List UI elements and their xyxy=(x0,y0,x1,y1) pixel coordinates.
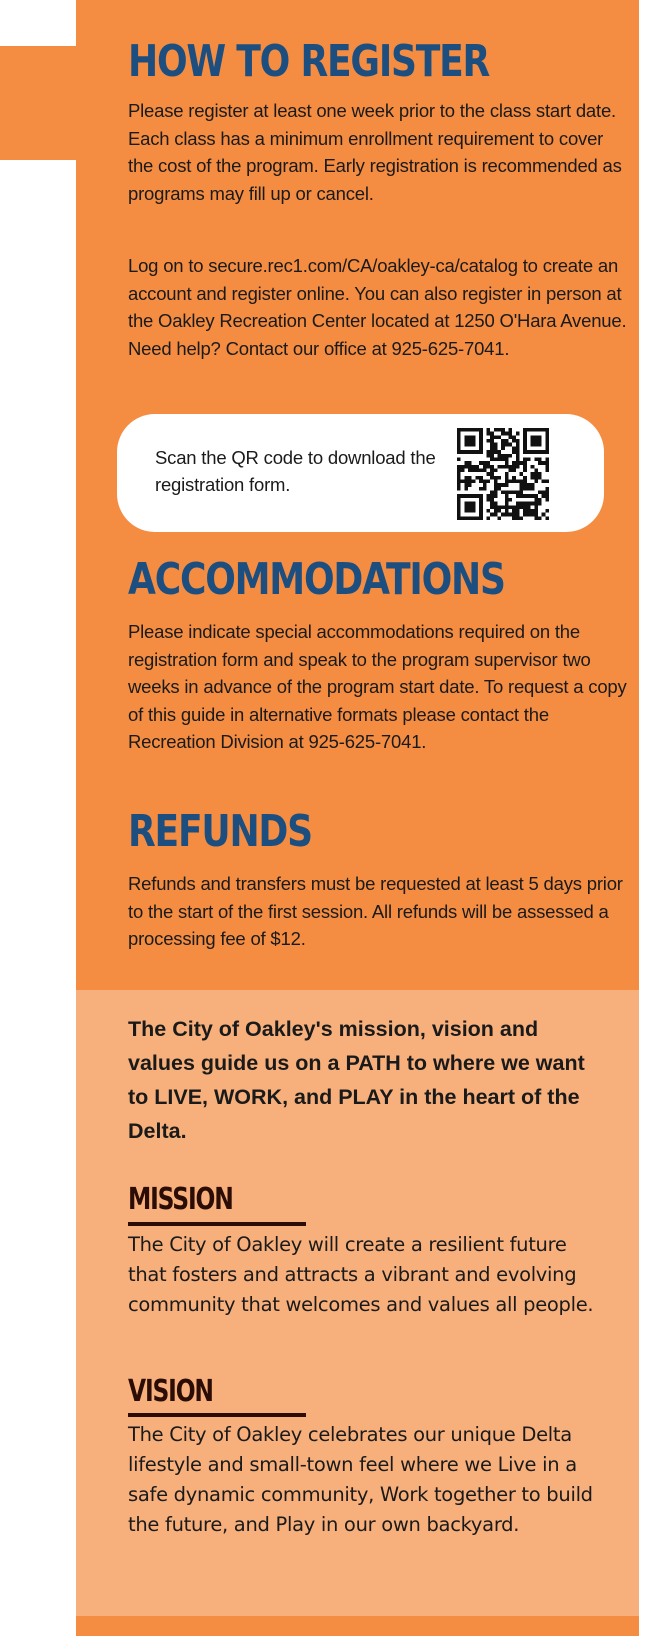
mission-text: The City of Oakley will create a resilient future that fosters and attracts a vibrant and evolving community that welcomes and values all people. xyxy=(128,1233,594,1316)
mission-statement: The City of Oakley's mission, vision and values guide us on a PATH to where we want to LIVE, WORK, and PLAY in the heart of the Delta. xyxy=(128,1017,585,1143)
mission-underline xyxy=(128,1222,306,1226)
qr-callout-text: Scan the QR code to download the registration form. xyxy=(155,447,436,495)
mission-heading: MISSION xyxy=(128,1182,233,1217)
qr-callout xyxy=(117,414,604,532)
bottom-strip xyxy=(76,1616,639,1636)
accommodations-heading: ACCOMMODATIONS xyxy=(128,554,505,605)
refunds-paragraph: Refunds and transfers must be requested at least 5 days prior to the start of the first session. All refunds will be assessed a processing fee of $12. xyxy=(128,873,623,949)
register-paragraph-1: Please register at least one week prior to the class start date. Each class has a minimum enrollment requirement to cover the cost of the program. Early registration is recommended as programs may fill up or cancel. xyxy=(128,100,622,204)
refunds-heading: REFUNDS xyxy=(128,806,312,857)
vision-underline xyxy=(128,1413,306,1417)
qr-code-icon[interactable] xyxy=(457,428,549,520)
accommodations-paragraph: Please indicate special accommodations required on the registration form and speak to the program supervisor two weeks in advance of the program start date. To request a copy of this guide in alternative formats please contact the Recreation Division at 925-625-7041. xyxy=(128,621,627,752)
vision-text: The City of Oakley celebrates our unique Delta lifestyle and small-town feel where we Live in a safe dynamic community, Work together to build the future, and Play in our own backyard. xyxy=(128,1423,593,1536)
register-paragraph-2: Log on to secure.rec1.com/CA/oakley-ca/catalog to create an account and register online. You can also register in person at the Oakley Recreation Center located at 1250 O'Hara Avenue. Need help? Contact our office at 925-625-7041. xyxy=(128,255,627,359)
orange-tab-decoration xyxy=(0,46,80,160)
vision-heading: VISION xyxy=(128,1374,213,1409)
register-heading: HOW TO REGISTER xyxy=(128,36,490,87)
